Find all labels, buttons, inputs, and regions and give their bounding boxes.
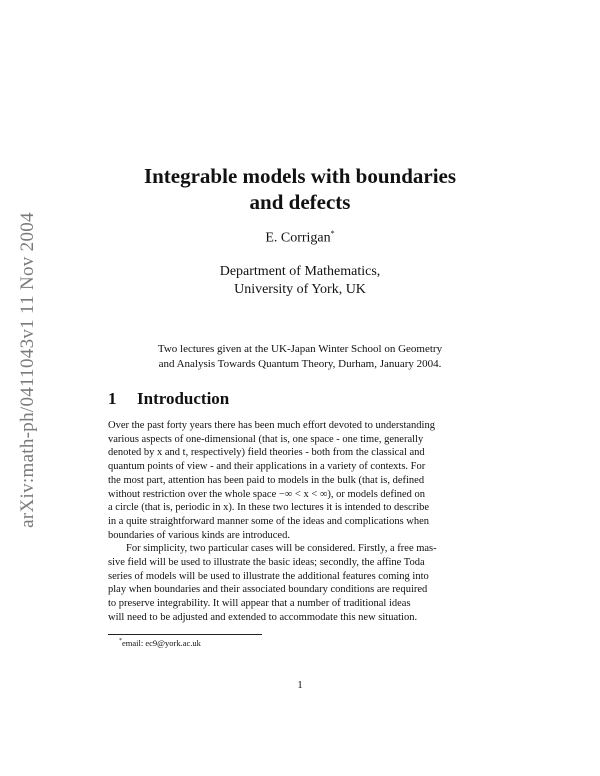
paper-title <box>60 163 540 215</box>
page-number: 1 <box>297 679 303 691</box>
section-number: 1 <box>108 389 117 408</box>
text-line: various aspects of one-dimensional (that is, one space - one time, generally <box>108 433 424 445</box>
text-line: series of models will be used to illustrate the additional features coming into <box>108 570 429 582</box>
paragraph-1 <box>108 419 494 542</box>
title-line-1: Integrable models with boundaries <box>143 164 457 188</box>
footnote-mark: * <box>119 638 122 645</box>
author <box>60 229 540 247</box>
text-line: sive field will be used to illustrate the basic ideas; secondly, the affine Toda <box>108 557 425 569</box>
text-line: without restriction over the whole space −∞ < x < ∞), or models defined on <box>108 488 426 500</box>
text-line: in a quite straightforward manner some of the ideas and complications when <box>108 515 430 527</box>
paragraph-2 <box>108 542 494 624</box>
section-title: Introduction <box>137 389 230 408</box>
footnote-text: email: ec9@york.ac.uk <box>122 638 201 648</box>
title-line-2: and defects <box>249 190 351 214</box>
text-line: will need to be adjusted and extended to accommodate this new situation. <box>108 611 418 623</box>
affiliation <box>60 263 540 299</box>
text-line: denoted by x and t, respectively) field theories - both from the classical and <box>108 447 425 459</box>
text-line: boundaries of various kinds are introduced. <box>108 529 290 541</box>
text-line: to preserve integrability. It will appear that a number of traditional ideas <box>108 598 411 610</box>
text-line: a circle (that is, periodic in x). In these two lectures it is intended to describe <box>108 502 430 514</box>
footnote-rule <box>108 634 262 635</box>
text-line: Over the past forty years there has been much effort devoted to understanding <box>108 420 435 431</box>
note-line-2: and Analysis Towards Quantum Theory, Durham, January 2004. <box>158 358 442 370</box>
text-line: the most part, attention has been paid to models in the bulk (that is, defined <box>108 474 425 486</box>
arxiv-stamp-text: arXiv:math-ph/0411043v1 11 Nov 2004 <box>17 212 38 528</box>
lecture-note <box>60 342 540 372</box>
arxiv-stamp <box>8 190 48 550</box>
affiliation-line-1: Department of Mathematics, <box>219 264 381 279</box>
text-line: For simplicity, two particular cases will be considered. Firstly, a free mas- <box>126 543 437 555</box>
text-line: play when boundaries and their associated boundary conditions are required <box>108 584 428 596</box>
author-name: E. Corrigan <box>265 230 331 246</box>
author-footnote-mark: * <box>330 229 335 238</box>
body-text <box>108 419 494 625</box>
text-line: quantum points of view - and their applications in a variety of contexts. For <box>108 461 426 473</box>
affiliation-line-2: University of York, UK <box>234 282 366 297</box>
section-heading <box>108 389 229 409</box>
footnote <box>119 638 201 648</box>
note-line-1: Two lectures given at the UK-Japan Winter School on Geometry <box>157 343 443 355</box>
